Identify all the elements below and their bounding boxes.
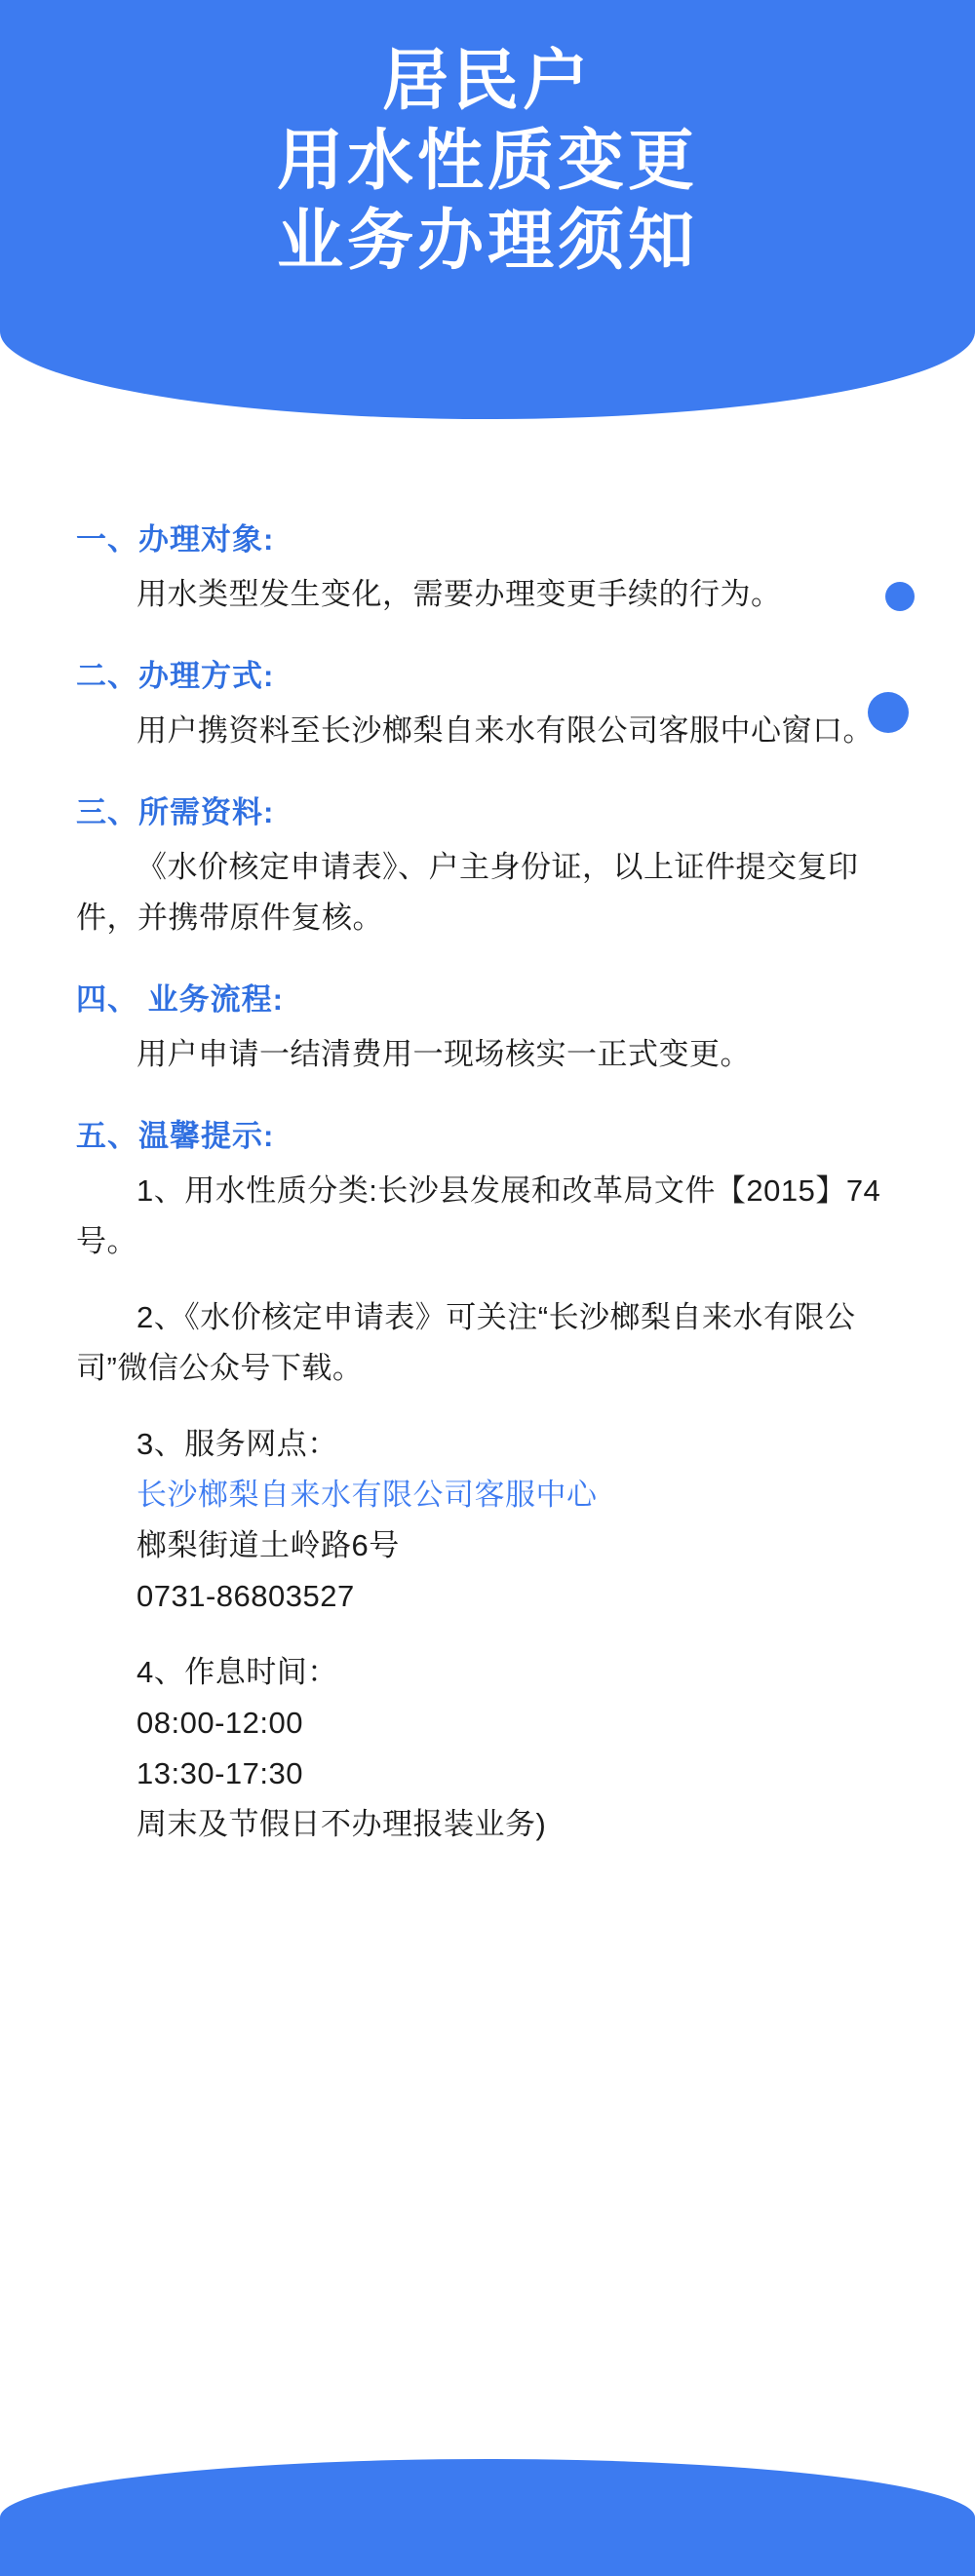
section-method bbox=[76, 653, 899, 756]
section-process-heading: 四、 业务流程: bbox=[76, 982, 284, 1017]
service-point-name: 长沙榔梨自来水有限公司客服中心 bbox=[136, 1478, 598, 1512]
service-point-block bbox=[76, 1419, 899, 1622]
section-tips-heading: 五、温馨提示: bbox=[76, 1119, 275, 1153]
section-method-body: 用户携资料至长沙榔梨自来水有限公司客服中心窗口。 bbox=[136, 713, 874, 748]
page-title-line-3: 业务办理须知 bbox=[276, 204, 698, 278]
document-body bbox=[0, 517, 975, 1883]
section-process-body: 用户申请一结清费用一现场核实一正式变更。 bbox=[136, 1037, 751, 1071]
office-hours-morning: 08:00-12:00 bbox=[136, 1706, 303, 1740]
section-target-body: 用水类型发生变化，需要办理变更手续的行为。 bbox=[136, 577, 782, 611]
office-hours-note: 周末及节假日不办理报装业务) bbox=[136, 1807, 547, 1841]
tip-item-2: 2、《水价核定申请表》可关注“长沙榔梨自来水有限公司”微信公众号下载。 bbox=[76, 1300, 856, 1385]
section-process bbox=[76, 977, 899, 1080]
section-target-heading: 一、办理对象: bbox=[76, 522, 275, 557]
footer-banner bbox=[0, 2459, 975, 2576]
page-title-line-2: 用水性质变更 bbox=[276, 124, 698, 198]
section-tips bbox=[76, 1113, 899, 1850]
tip-item-1: 1、用水性质分类:长沙县发展和改革局文件【2015】74号。 bbox=[76, 1173, 881, 1258]
section-method-heading: 二、办理方式: bbox=[76, 659, 275, 693]
section-materials-body: 《水价核定申请表》、户主身份证，以上证件提交复印件，并携带原件复核。 bbox=[76, 850, 859, 935]
section-target bbox=[76, 517, 899, 620]
service-point-label: 3、服务网点： bbox=[136, 1427, 338, 1461]
section-materials-heading: 三、所需资料: bbox=[76, 795, 275, 829]
service-point-address: 榔梨街道土岭路6号 bbox=[136, 1528, 400, 1562]
office-hours-label: 4、作息时间： bbox=[136, 1655, 338, 1689]
page-title-line-1: 居民户 bbox=[381, 44, 593, 118]
section-materials bbox=[76, 789, 899, 943]
service-point-phone: 0731-86803527 bbox=[136, 1579, 355, 1613]
header-banner bbox=[0, 0, 975, 419]
page-title bbox=[0, 41, 975, 281]
office-hours-block bbox=[76, 1647, 899, 1850]
office-hours-afternoon: 13:30-17:30 bbox=[136, 1756, 303, 1790]
